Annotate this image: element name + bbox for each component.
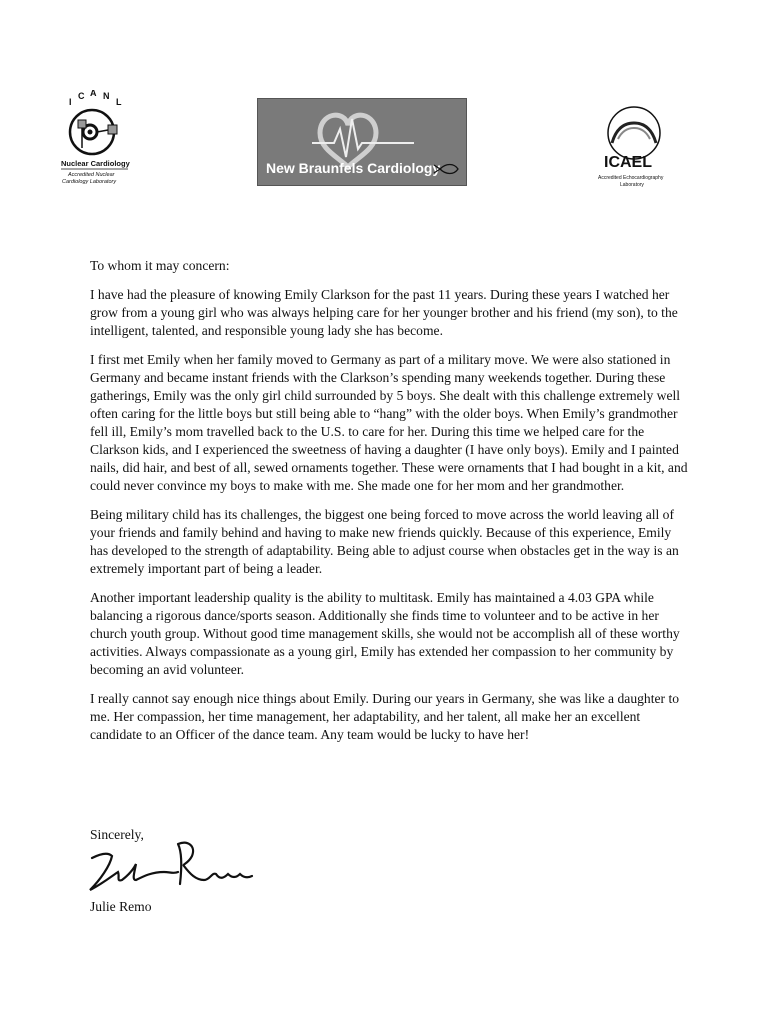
icanl-letter-i: I <box>69 97 72 107</box>
salutation: To whom it may concern: <box>90 258 230 273</box>
paragraph-3: Being military child has its challenges, the biggest one being forced to move across the world leaving all of your friends and family behind and having to make new friends quickly. Because of this experience, Emily has developed to the strength of adaptability. Being able to adjust course when obstacles get in the way is an extremely important part of being a leader. <box>90 507 679 576</box>
icael-sub1: Accredited Echocardiography <box>598 175 664 181</box>
new-braunfels-cardiology-logo <box>257 98 467 186</box>
icanl-letter-n: N <box>103 91 110 101</box>
icanl-logo <box>58 90 138 190</box>
closing: Sincerely, <box>90 827 144 842</box>
icanl-sub1: Accredited Nuclear <box>68 172 115 178</box>
paragraph-5: I really cannot say enough nice things about Emily. During our years in Germany, she was like a daughter to me. Her compassion, her time management, her adaptability, and her talent, all make her an excellent candidate to an Officer of the dance team. Any team would be lucky to have her! <box>90 691 680 742</box>
icanl-sub2: Cardiology Laboratory <box>62 179 117 185</box>
icael-logo <box>590 105 678 195</box>
icanl-letter-a: A <box>90 90 97 98</box>
icanl-letter-c: C <box>78 91 85 101</box>
icael-sub2: Laboratory <box>620 182 644 188</box>
icanl-letter-l: L <box>116 97 122 107</box>
icael-name: ICAEL <box>604 154 652 171</box>
letter-body <box>90 257 690 755</box>
paragraph-2: I first met Emily when her family moved to Germany as part of a military move. We were also stationed in Germany and became instant friends with the Clarkson’s spending many weekends together. During these gatherings, Emily was the only girl child surrounded by 5 boys. She dealt with this challenge extremely well often caring for the little boys but still being able to “hang” with the older boys. When Emily’s grandmother fell ill, Emily’s mom travelled back to the U.S. to care for her. During this time we helped care for the Clarkson kids, and I experienced the sweetness of having a daughter (I have only boys). Emily and I painted nails, did hair, and best of all, sewed ornaments together. These were ornaments that I had bought in a kit, and could never convince my boys to make with me. She made one for her mom and her grandmother. <box>90 352 688 493</box>
nbc-name: New Braunfels Cardiology <box>266 160 441 176</box>
icanl-name: Nuclear Cardiology <box>61 159 130 168</box>
signature <box>86 836 256 898</box>
signer-name: Julie Remo <box>90 899 152 914</box>
paragraph-1: I have had the pleasure of knowing Emily Clarkson for the past 11 years. During these years I watched her grow from a young girl who was always helping care for her younger brother and his friend (my son), to the intelligent, talented, and responsible young lady she has become. <box>90 287 678 338</box>
paragraph-4: Another important leadership quality is the ability to multitask. Emily has maintained a 4.03 GPA while balancing a rigorous dance/sports season. Additionally she finds time to volunteer and to be active in her church youth group. Without good time management skills, she would not be accomplish all of these worthy activities. Always compassionate as a young girl, Emily has extended her compassion to her community by becoming an avid volunteer. <box>90 590 680 677</box>
